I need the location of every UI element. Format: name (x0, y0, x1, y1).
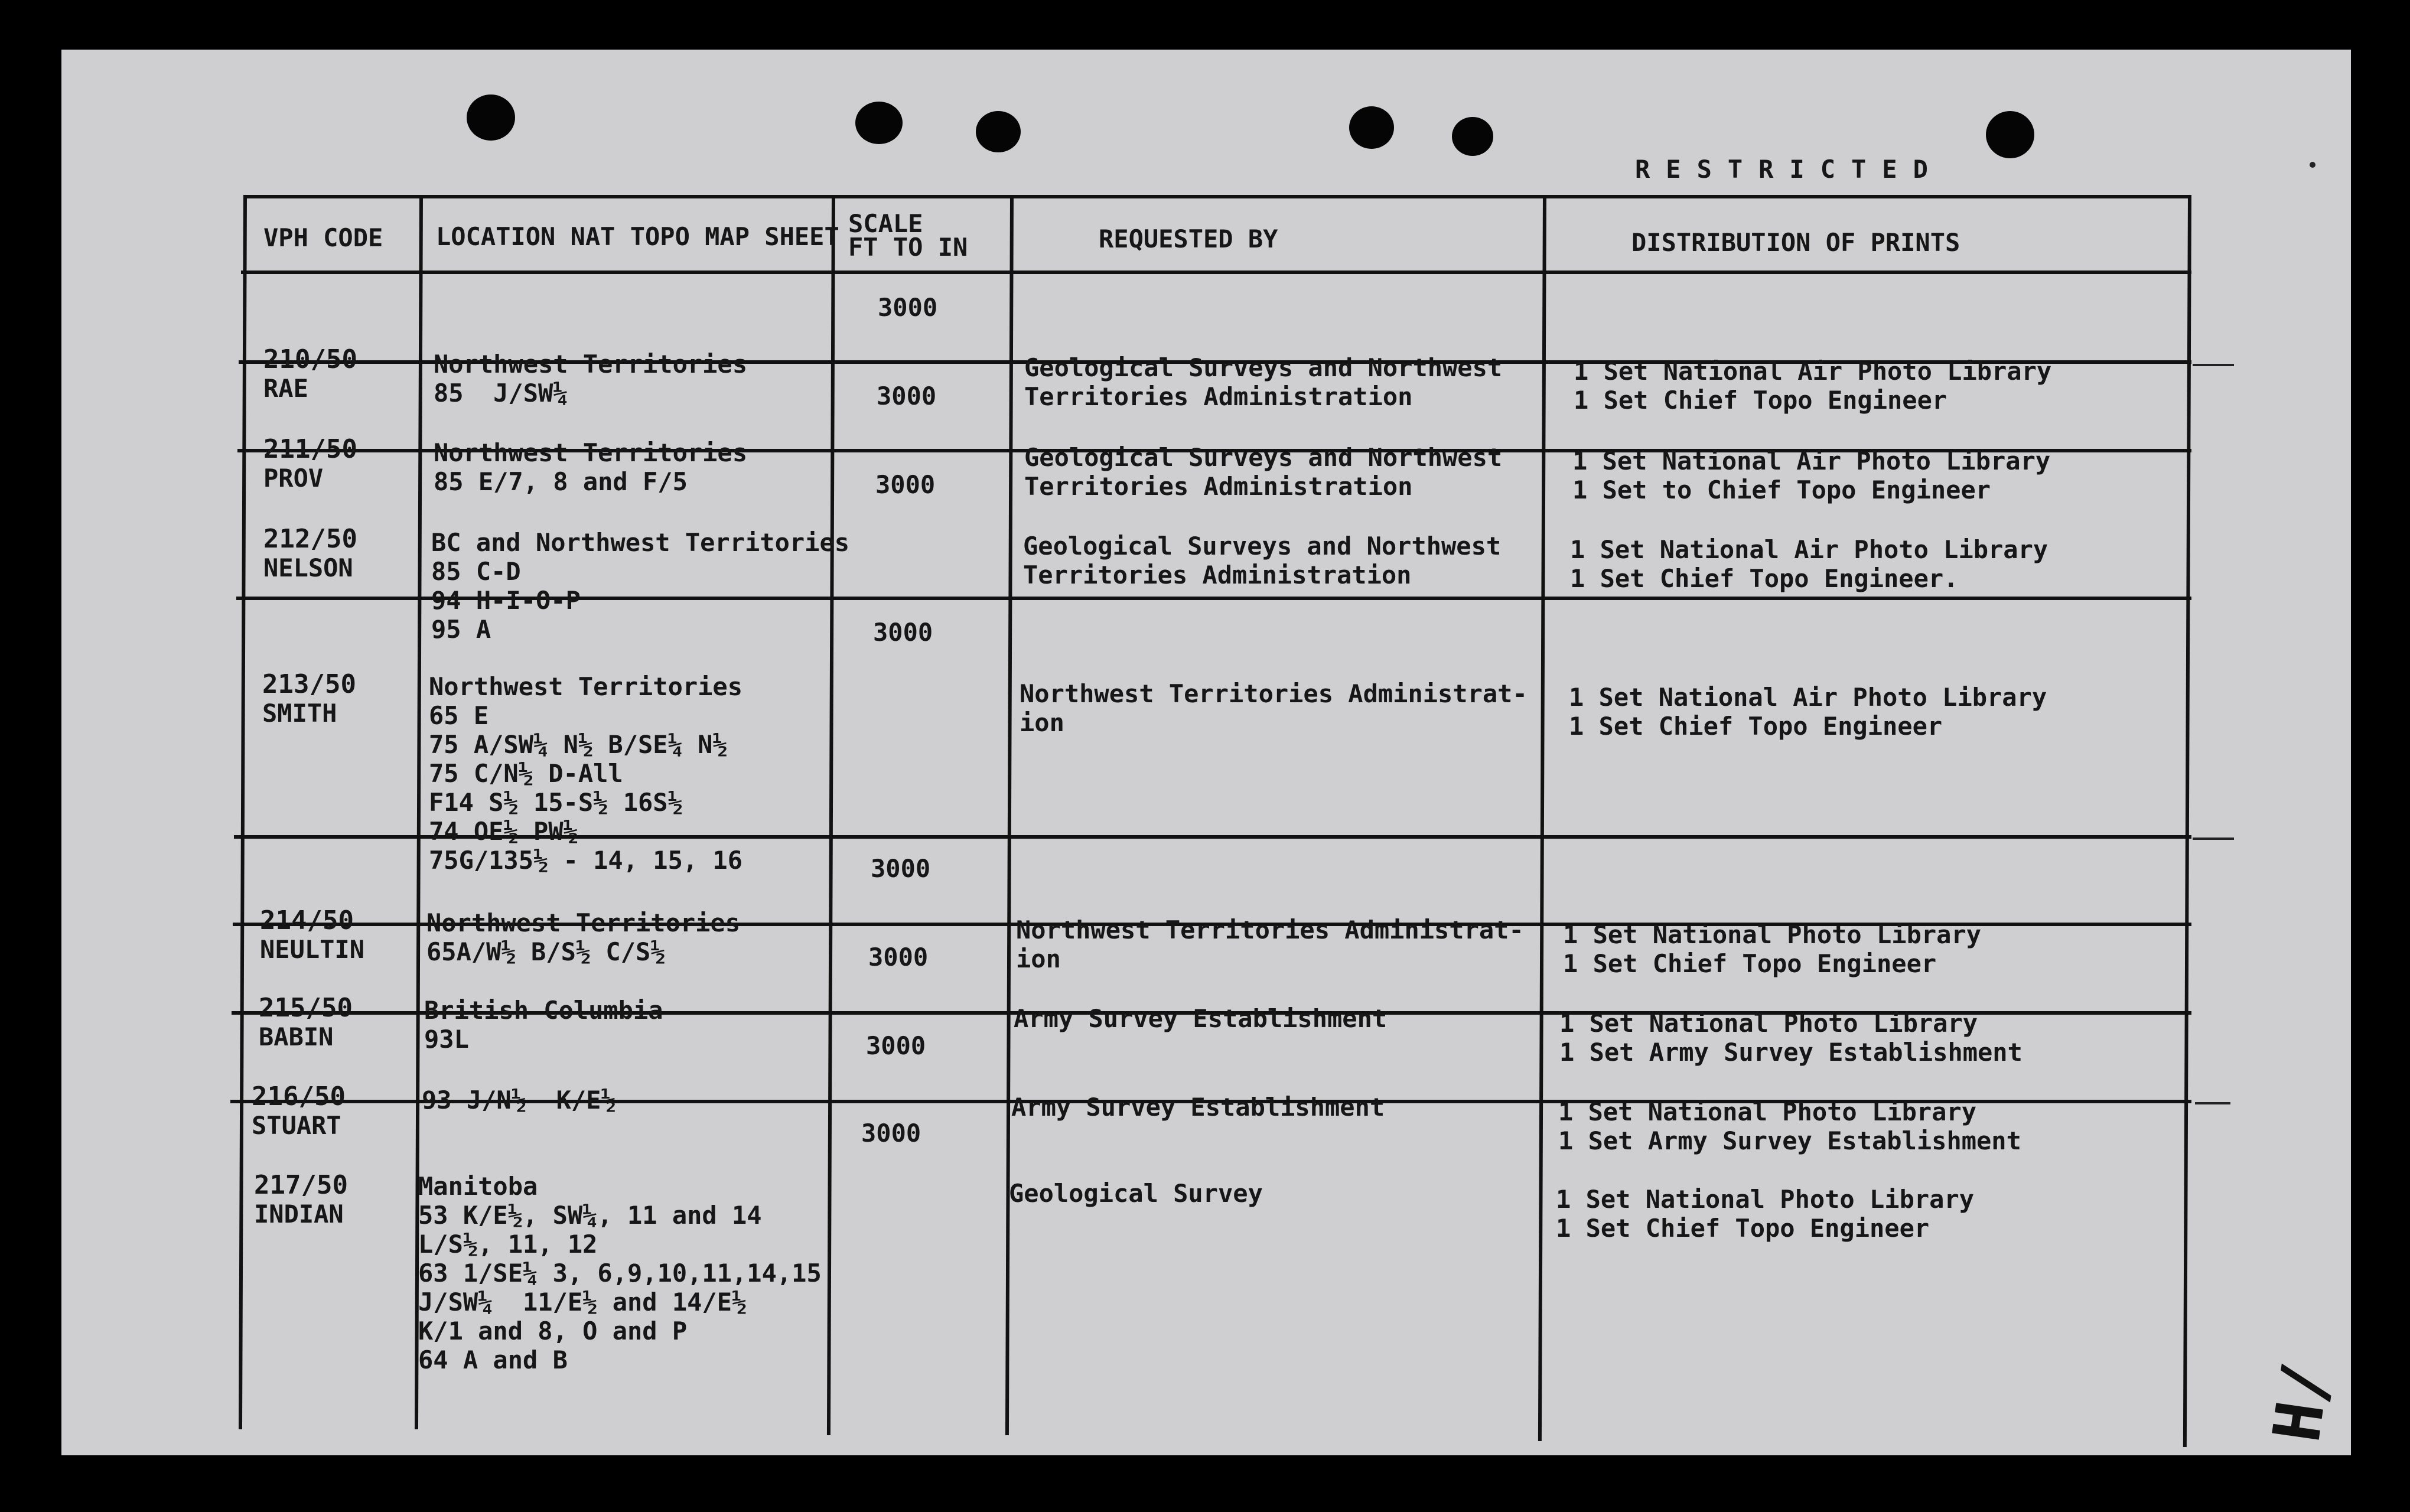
table-row-location: British Columbia 93L (424, 996, 663, 1054)
table-row-code: 216/50 STUART (252, 1081, 346, 1140)
handwritten-side-note: H/ (2258, 1358, 2344, 1446)
table-row-requested: Geological Survey (1009, 1179, 1263, 1208)
table-row-requested: Geological Surveys and Northwest Territories Administration (1023, 532, 1502, 589)
table-row-distribution: 1 Set National Photo Library 1 Set Army Survey Establishment (1559, 1009, 2023, 1067)
table-row-distribution: 1 Set National Photo Library 1 Set Chief Topo Engineer (1556, 1185, 1975, 1243)
punch-hole (1986, 111, 2034, 158)
punch-hole (1349, 106, 1394, 149)
table-row-requested: Northwest Territories Administrat- ion (1016, 915, 1524, 973)
table-row-distribution: 1 Set National Photo Library 1 Set Army Survey Establishment (1558, 1097, 2021, 1155)
table-row-code: 212/50 NELSON (263, 524, 357, 582)
table-row-scale: 3000 (868, 943, 929, 972)
table-row-requested: Geological Surveys and Northwest Territories Administration (1024, 443, 1503, 501)
table-row-scale: 3000 (873, 618, 933, 647)
table-row-distribution: 1 Set National Photo Library 1 Set Chief Topo Engineer (1563, 920, 1982, 978)
table-row-distribution: 1 Set National Air Photo Library 1 Set Chief Topo Engineer (1574, 357, 2052, 415)
table-row-requested: Army Survey Establishment (1014, 1004, 1388, 1033)
table-row-code: 217/50 INDIAN (254, 1170, 348, 1228)
table-row-requested: Northwest Territories Administrat- ion (1020, 679, 1528, 737)
table-row-code: 210/50 RAE (263, 344, 357, 403)
table-row-scale: 3000 (878, 293, 938, 322)
restricted-stamp: RESTRICTED (1635, 155, 1944, 184)
header-distribution: DISTRIBUTION OF PRINTS (1631, 228, 1960, 257)
table-row-location: Northwest Territories 85 E/7, 8 and F/5 (434, 438, 748, 496)
punch-hole (855, 102, 903, 144)
header-vph-code: VPH CODE (263, 223, 383, 252)
table-row-distribution: 1 Set National Air Photo Library 1 Set Chief Topo Engineer (1569, 683, 2047, 741)
stray-dot (2310, 162, 2315, 168)
stray-mark (2195, 1102, 2230, 1104)
table-row-code: 213/50 SMITH (262, 669, 356, 728)
header-scale: SCALE FT TO IN (848, 209, 968, 262)
table-row-code: 215/50 BABIN (259, 993, 353, 1051)
table-row-requested: Geological Surveys and Northwest Territories Administration (1024, 353, 1503, 411)
table-row-location: BC and Northwest Territories 85 C-D 94 H-I-O-P 95 A (431, 528, 850, 644)
table-row-distribution: 1 Set National Air Photo Library 1 Set to Chief Topo Engineer (1572, 447, 2051, 504)
stray-mark (2193, 838, 2234, 840)
table-row-location: Manitoba 53 K/E½, SW¼, 11 and 14 L/S½, 11, 12 63 1/SE¼ 3, 6,9,10,11,14,15 J/SW¼ 11/E½ and 14/E½ K/1 and 8, O and P 64 A and B (418, 1172, 822, 1374)
table-row-scale: 3000 (866, 1031, 926, 1060)
header-location: LOCATION NAT TOPO MAP SHEET (436, 222, 839, 251)
table-row-location: 93 J/N½ K/E½ (422, 1086, 616, 1115)
table-row-scale: 3000 (861, 1119, 921, 1148)
punch-hole (1452, 117, 1493, 156)
table-row-location: Northwest Territories 65 E 75 A/SW¼ N½ B/SE¼ N½ 75 C/N½ D-All F14 S½ 15-S½ 16S½ 74 OE½ PW½ 75G/135½ - 14, 15, 16 (429, 672, 743, 875)
table-row-code: 214/50 NEULTIN (260, 905, 365, 964)
table-row-requested: Army Survey Establishment (1011, 1093, 1385, 1122)
punch-hole (976, 111, 1021, 152)
table-row-scale: 3000 (875, 470, 936, 499)
table-row-location: Northwest Territories 65A/W½ B/S½ C/S½ (426, 908, 741, 966)
punch-hole (467, 94, 515, 141)
table-row-distribution: 1 Set National Air Photo Library 1 Set Chief Topo Engineer. (1570, 535, 2048, 593)
table-row-location: Northwest Territories 85 J/SW¼ (434, 350, 748, 408)
stray-mark (2193, 364, 2234, 366)
table-row-code: 211/50 PROV (263, 434, 357, 493)
header-requested-by: REQUESTED BY (1099, 224, 1278, 253)
table-row-scale: 3000 (877, 382, 937, 410)
table-row-scale: 3000 (871, 854, 931, 883)
